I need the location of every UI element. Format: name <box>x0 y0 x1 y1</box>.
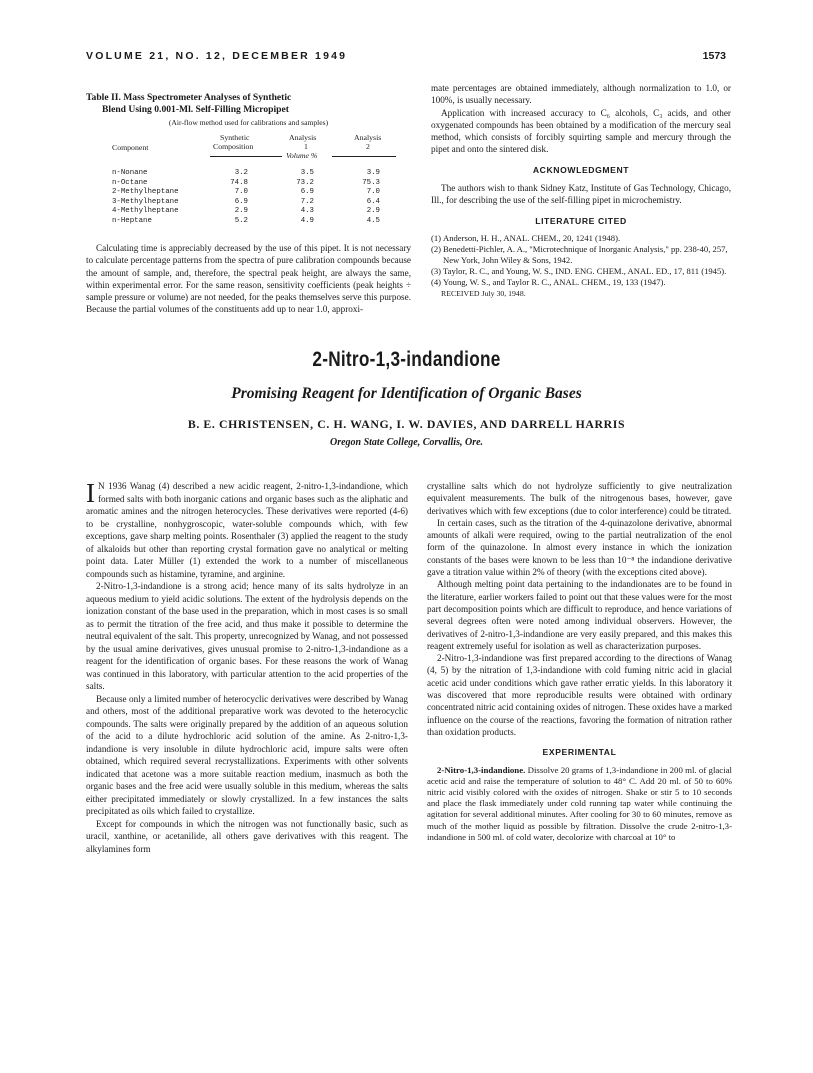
cell-synthetic: 74.8 <box>230 178 248 187</box>
cell-analysis-2: 6.4 <box>366 197 380 206</box>
article-affiliation: Oregon State College, Corvallis, Ore. <box>329 437 484 448</box>
cell-component: 4-Methylheptane <box>112 207 179 215</box>
references-list <box>431 233 731 288</box>
unit-rule-left <box>210 156 282 157</box>
experimental-paragraph: 2-Nitro-1,3-indandione. Dissolve 20 grams of 1,3-indandione in 200 ml. of glacial acetic acid and raise the temperature of solution to 48° C. Add 20 ml. of 50 to 60% nitric acid visibly colored with the oxides of nitrogen. Shake or stir 5 to 10 seconds and place the flask immediately under cold running tap water while continuing the agitation for several additional minutes. After cooling for 30 to 60 minutes, remove as much of the mother liquid as possible by filtration. Dissolve the crude 2-nitro-1,3-indandione in 500 ml. of cold water, decolorize with charcoal at 10° to <box>427 764 732 842</box>
cell-synthetic: 3.2 <box>234 169 248 177</box>
running-head <box>86 50 726 66</box>
article-title: 2-Nitro-1,3-indandione <box>312 348 501 371</box>
col-composition: Composition <box>213 142 254 151</box>
table-caption-line2: Blend Using 0.001-Ml. Self-Filling Micropipet <box>102 104 289 115</box>
article-right-paragraph-1: crystalline salts which do not hydrolyze sufficiently to give neutralization equivalent measurements. The bulk of the nitrogenous bases, however, gave derivatives which with few exceptions (due to color interference) could be titrated. <box>427 481 732 516</box>
prev-left-paragraph: Calculating time is appreciably decreased by the use of this pipet. It is not necessary to calculate percentage patterns from the spectra of pure calibration compounds because the amount of sample, and, therefore, the spectral peak height, are always the same, within experimental error. For the same reason, sensitivity coefficients (peak heights ÷ sample pressure or volume) are not needed, for the peaks themselves serve this purpose. Because the partial volumes of the constituents add up to near 1.0, approxi- <box>86 243 411 315</box>
table-ii <box>86 92 411 226</box>
cell-component: n-Nonane <box>112 169 148 177</box>
received-date: RECEIVED July 30, 1948. <box>441 288 526 298</box>
cell-component: 2-Methylheptane <box>112 188 179 196</box>
prev-right-column <box>431 82 731 300</box>
unit-rule-right <box>332 156 396 157</box>
table-row <box>86 188 411 198</box>
cell-component: n-Octane <box>112 178 148 187</box>
experimental-section <box>427 765 732 843</box>
reference-item: (2) Benedetti-Pichler, A. A., "Microtechnique of Inorganic Analysis," pp. 238-40, 257, New York, John Wiley & Sons, 1942. <box>431 243 728 265</box>
cell-synthetic: 5.2 <box>234 216 248 225</box>
col-analysis-1: Analysis <box>289 133 317 142</box>
col-component: Component <box>112 143 149 152</box>
article-right-paragraph-2: In certain cases, such as the titration of the 4-quinazolone derivative, abnormal amounts of alkali were required, owing to the partial neutralization of the enol form of the quinazolone. In almost every instance in which the ionization constants of the bases were known to be less than 10⁻⁸ the indandione derivative gave a titration value within 2% of theory (with the exceptions cited above). <box>427 517 732 578</box>
table-caption-line1: Table II. Mass Spectrometer Analyses of Synthetic <box>86 92 292 103</box>
table-note: (Air-flow method used for calibrations and samples) <box>168 118 329 127</box>
article-right-paragraph-4: 2-Nitro-1,3-indandione was first prepared according to the directions of Wanag (4, 5) by the nitration of 1,3-indandione with cold fuming nitric acid in glacial acetic acid under conditions which gave rather erratic yields. In this laboratory it was discovered that more reproducible results were obtained with ordinary concentrated nitric acid containing oxides of nitrogen. These oxides have a marked influence on the course of the reactions, favoring the formation of nitration rather than oxidation products. <box>427 653 732 737</box>
col-analysis-1-num: 1 <box>304 142 308 151</box>
article-right-paragraph-3: Although melting point data pertaining to the indandionates are to be found in the literature, earlier workers failed to point out that these values were for the most part decomposition points which are difficult to reproduce, and hence variations of several degrees often were noted among individual observers. However, the derivatives of 2-nitro-1,3-indandione are very easily prepared, and this makes this reagent extremely useful for isolation as well as characterization purposes. <box>427 579 732 651</box>
cell-analysis-1: 4.3 <box>300 207 314 215</box>
cell-analysis-1: 7.2 <box>300 197 314 206</box>
cell-synthetic: 6.9 <box>234 197 248 206</box>
table-body <box>86 169 411 226</box>
table-row <box>86 179 411 189</box>
acknowledgment-text: The authors wish to thank Sidney Katz, Institute of Gas Technology, Chicago, Ill., for describing the use of the self-filling pipet in microchemistry. <box>431 183 731 206</box>
unit-label: Volume % <box>286 151 318 160</box>
reference-item: (3) Taylor, R. C., and Young, W. S., IND. ENG. CHEM., ANAL. ED., 17, 811 (1945). <box>431 265 727 276</box>
cell-analysis-2: 2.9 <box>366 207 380 215</box>
cell-analysis-1: 73.2 <box>296 178 314 187</box>
prev-right-paragraph-1: mate percentages are obtained immediately, although normalization to 1.0, or 100%, is usually necessary. <box>431 83 731 106</box>
table-row <box>86 169 411 179</box>
article-subtitle: Promising Reagent for Identification of Organic Bases <box>231 385 582 402</box>
article-paragraph-1: I N 1936 Wanag (4) described a new acidic reagent, 2-nitro-1,3-indandione, which formed salts with both inorganic cations and organic bases such as the aliphatic and aromatic amines and the nitrogen heterocycles. These derivatives were reported (4-6) to be crystalline, nonhygroscopic, water-soluble compounds which, with few exceptions, gave sharp melting points. Rosenthaler (3) applied the reagent to the study of alkaloids but other than reporting crystal formation gave no analytical or melting point data. Later Müller (1) extended the work to a number of miscellaneous compounds such as histamine, tyramine, and arginine. <box>86 478 408 579</box>
article-paragraph-3: Because only a limited number of heterocyclic derivatives were described by Wanag and others, most of the additional preparative work was devoted to the heterocyclic compounds. The salts were originally prepared by the addition of an aqueous solution of the acid to a dilute hydrochloric acid solution of the amine. As 2-nitro-1,3-indandione is very insoluble in dilute hydrochloric acid, impure salts were often obtained, which required several recrystallizations. Experiments with other solvents indicated that acetone was a more suitable reaction medium, inasmuch as both the organic bases and the free acid were usually soluble in this medium, whereas the salts either precipitated immediately or slowly crystallized. In a few instances the salts precipitated as oils which failed to crystallize. <box>86 693 408 816</box>
cell-analysis-1: 4.9 <box>300 216 314 225</box>
page-number: 1573 <box>702 50 726 62</box>
literature-heading: LITERATURE CITED <box>535 215 627 226</box>
article-left-column <box>86 480 408 855</box>
cell-analysis-1: 6.9 <box>300 188 314 196</box>
acknowledgment-heading: ACKNOWLEDGMENT <box>532 164 630 175</box>
article-right-column <box>427 480 732 843</box>
prev-right-paragraph-2: Application with increased accuracy to C₆ alcohols, C₃ acids, and other oxygenated compounds has been obtained by a modification of the mercury seal method, which consists of forcibly squirting sample and mercury through the pipet and onto the sintered disk. <box>431 107 731 155</box>
drop-cap: I <box>86 478 95 508</box>
cell-analysis-2: 3.9 <box>366 169 380 177</box>
article-paragraph-4: Except for compounds in which the nitrogen was not functionally basic, such as uracil, xanthine, or acetanilide, all others gave derivatives with this reagent. The alkylamines form <box>86 818 408 854</box>
table-row <box>86 217 411 227</box>
table-header <box>86 131 411 165</box>
table-row <box>86 207 411 217</box>
cell-analysis-2: 4.5 <box>366 216 380 225</box>
col-analysis-2-num: 2 <box>366 142 370 151</box>
cell-synthetic: 7.0 <box>234 188 248 196</box>
table-caption <box>86 92 411 116</box>
col-synthetic: Synthetic <box>220 133 250 142</box>
cell-component: n-Heptane <box>112 216 152 225</box>
prev-left-column <box>86 242 411 316</box>
cell-analysis-2: 75.3 <box>362 178 380 187</box>
cell-component: 3-Methylheptane <box>112 197 179 206</box>
cell-synthetic: 2.9 <box>234 207 248 215</box>
experimental-heading: EXPERIMENTAL <box>542 747 617 758</box>
col-analysis-2: Analysis <box>354 133 382 142</box>
article-paragraph-2: 2-Nitro-1,3-indandione is a strong acid; hence many of its salts hydrolyze in an aqueous medium to yield acidic solutions. The extent of the hydrolysis depends on the ionization constant of the base used in the preparation, which in most cases is so small as to permit the titration of the free acid, and thus make it possible to determine the neutral equivalent of the salt. This property, unrecognized by Wanag, and not possessed by the usual amine derivatives, gives unusual promise to 2-nitro-1,3-indandione as a reagent for the identification of organic bases. For these reasons the work of Wanag was continued in this laboratory, with particular attention to the acid properties of the salts. <box>86 581 408 691</box>
volume-issue-line: VOLUME 21, NO. 12, DECEMBER 1949 <box>86 50 348 62</box>
reference-item: (4) Young, W. S., and Taylor R. C., ANAL. CHEM., 19, 133 (1947). <box>431 276 666 287</box>
cell-analysis-2: 7.0 <box>366 188 380 196</box>
reference-item: (1) Anderson, H. H., ANAL. CHEM., 20, 1241 (1948). <box>431 232 621 243</box>
table-row <box>86 198 411 208</box>
cell-analysis-1: 3.5 <box>300 169 314 177</box>
article-authors: B. E. CHRISTENSEN, C. H. WANG, I. W. DAVIES, AND DARRELL HARRIS <box>187 417 626 431</box>
